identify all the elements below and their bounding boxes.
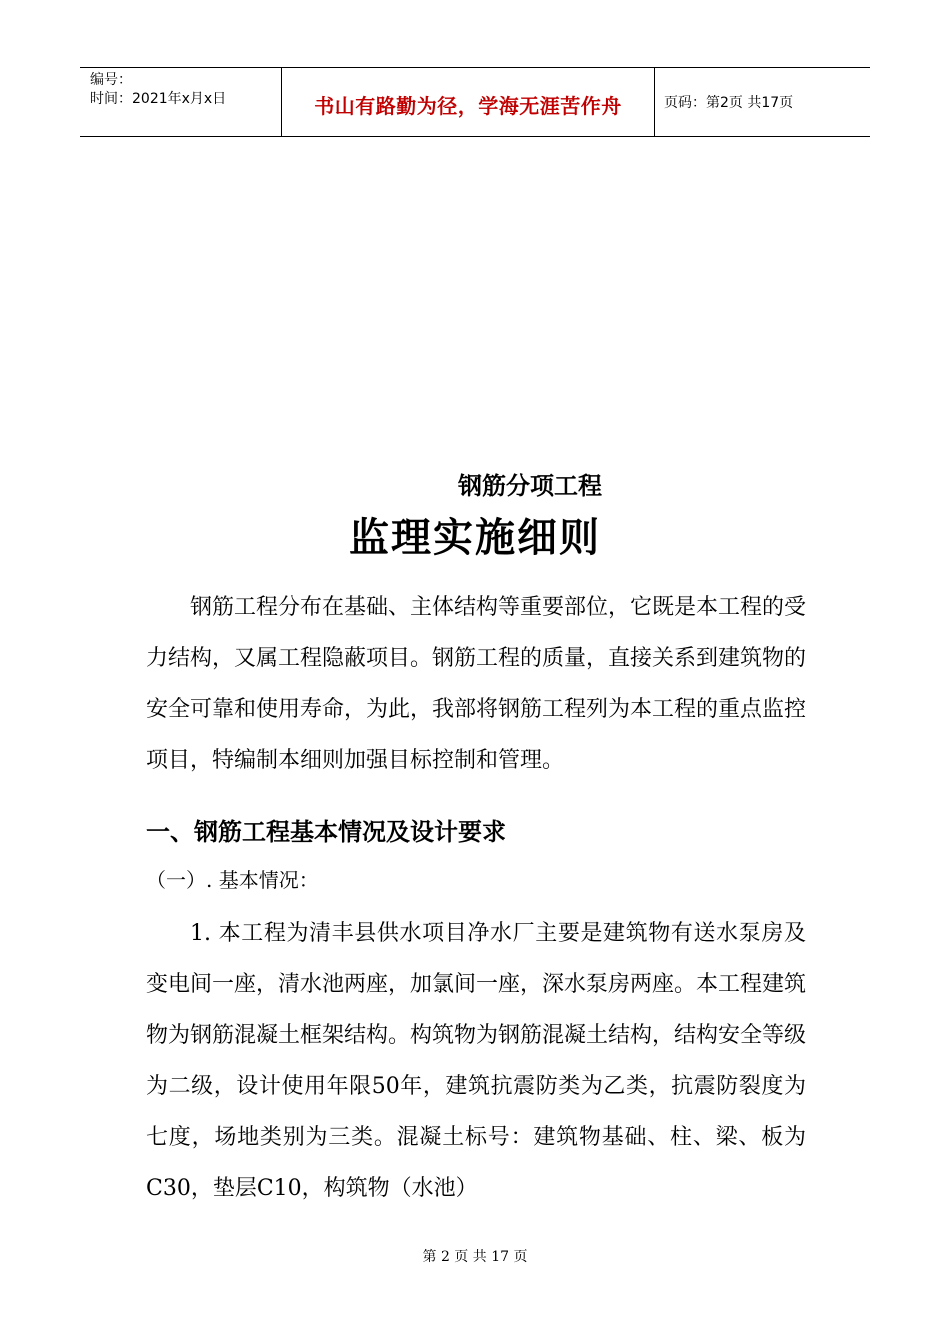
header-motto: 书山有路勤为径，学海无涯苦作舟: [314, 94, 622, 118]
subsection-heading: （一）. 基本情况：: [146, 868, 319, 892]
intro-paragraph: 钢筋工程分布在基础、主体结构等重要部位，它既是本工程的受力结构，又属工程隐蔽项目。钢筋工程的质量，直接关系到建筑物的安全可靠和使用寿命，为此，我部将钢筋工程列为本工程的重点监控项目，特编制本细则加强目标控制和管理。: [146, 595, 807, 773]
document-subtitle: 钢筋分项工程: [458, 472, 602, 500]
header-info-cell: [80, 68, 280, 136]
document-title: 监理实施细则: [349, 515, 601, 561]
document-time-label: 时间：2021年x月x日: [90, 91, 227, 107]
page-footer: 第 2 页 共 17 页: [422, 1249, 528, 1265]
document-number-label: 编号：: [90, 72, 132, 88]
body-paragraph: 1. 本工程为清丰县供水项目净水厂主要是建筑物有送水泵房及变电间一座，清水池两座，加氯间一座，深水泵房两座。本工程建筑物为钢筋混凝土框架结构。构筑物为钢筋混凝土结构，结构安全等级为二级，设计使用年限50年，建筑抗震防类为乙类，抗震防裂度为七度，场地类别为三类。混凝土标号：建筑物基础、柱、梁、板为C30，垫层C10，构筑物（水池）: [146, 921, 807, 1201]
header-page-label: 页码：第2页 共17页: [664, 95, 794, 111]
header-table: [80, 67, 870, 137]
section-heading: 一、钢筋工程基本情况及设计要求: [146, 818, 506, 846]
header-page-cell: [654, 68, 870, 136]
header-motto-cell: [281, 68, 655, 136]
